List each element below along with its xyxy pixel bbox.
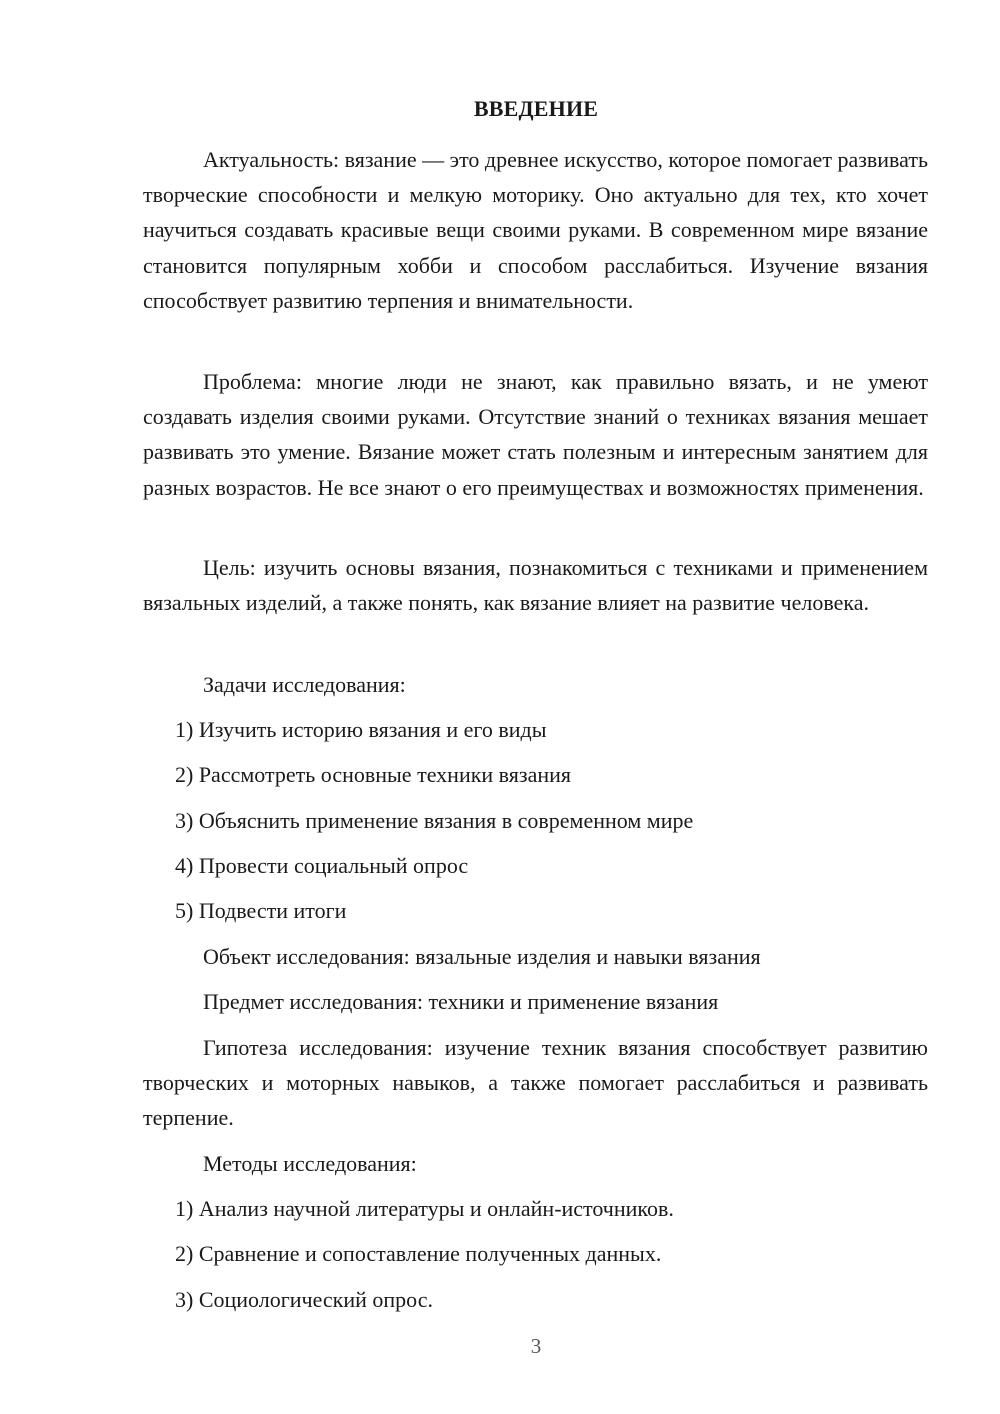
task-item: 2) Рассмотреть основные техники вязания	[175, 762, 572, 787]
page-number: 3	[530, 1334, 542, 1358]
goal-paragraph: Цель: изучить основы вязания, познакомиться с техниками и применением вязальных изделий, а также понять, как вязание влияет на развитие человека.	[143, 555, 928, 616]
task-item: 1) Изучить историю вязания и его виды	[175, 717, 547, 742]
task-item: 3) Объяснить применение вязания в современном мире	[175, 808, 694, 833]
method-item: 2) Сравнение и сопоставление полученных данных.	[175, 1241, 662, 1266]
task-item: 4) Провести социальный опрос	[175, 853, 469, 878]
method-item: 3) Социологический опрос.	[175, 1287, 433, 1312]
relevance-paragraph: Актуальность: вязание — это древнее искусство, которое помогает развивать творческие способности и мелкую моторику. Оно актуально для тех, кто хочет научиться создавать красивые вещи своими руками. В современном мире вязание становится популярным хобби и способом расслабиться. Изучение вязания способствует развитию терпения и внимательности.	[143, 147, 928, 313]
method-item: 1) Анализ научной литературы и онлайн-источников.	[175, 1196, 674, 1221]
task-item: 5) Подвести итоги	[175, 898, 347, 923]
page-title: ВВЕДЕНИЕ	[473, 96, 599, 121]
hypothesis-paragraph: Гипотеза исследования: изучение техник вязания способствует развитию творческих и моторных навыков, а также помогает расслабиться и развивать терпение.	[143, 1035, 928, 1131]
methods-heading: Методы исследования:	[203, 1151, 417, 1176]
research-subject: Предмет исследования: техники и применение вязания	[203, 989, 719, 1014]
problem-paragraph: Проблема: многие люди не знают, как правильно вязать, и не умеют создавать изделия своими руками. Отсутствие знаний о техниках вязания мешает развивать это умение. Вязание может стать полезным и интересным занятием для разных возрастов. Не все знают о его преимуществах и возможностях применения.	[143, 369, 928, 500]
research-object: Объект исследования: вязальные изделия и навыки вязания	[203, 944, 761, 969]
tasks-heading: Задачи исследования:	[203, 672, 406, 697]
